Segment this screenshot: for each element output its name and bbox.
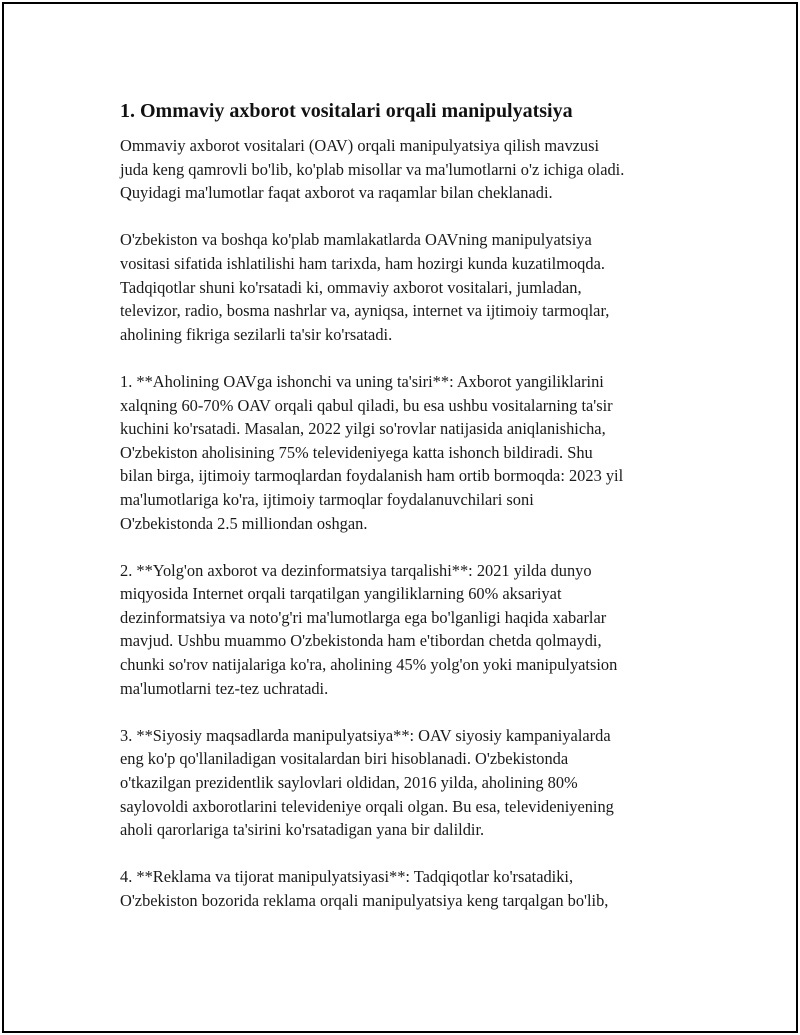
- point-1-paragraph: 1. **Aholining OAVga ishonchi va uning ta'siri**: Axborot yangiliklarini xalqning 60-70% OAV orqali qabul qiladi, bu esa ushbu vositalarning ta'sir kuchini ko'rsatadi. Masalan, 2022 yilgi so'rovlar natijasida aniqlanishicha, O'zbekiston aholisining 75% televideniyega katta ishonch bildiradi. Shu bilan birga, ijtimoiy tarmoqlardan foydalanish ham ortib bormoqda: 2023 yil ma'lumotlariga ko'ra, ijtimoiy tarmoqlar foydalanuvchilari soni O'zbekistonda 2.5 milliondan oshgan.: [120, 371, 624, 533]
- intro-paragraph: Ommaviy axborot vositalari (OAV) orqali manipulyatsiya qilish mavzusi juda keng qamrovli bo'lib, ko'plab misollar va ma'lumotlarni o'z ichiga oladi. Quyidagi ma'lumotlar faqat axborot va raqamlar bilan cheklanadi.: [120, 136, 625, 203]
- point-2-paragraph: 2. **Yolg'on axborot va dezinformatsiya tarqalishi**: 2021 yilda dunyo miqyosida Internet orqali tarqatilgan yangiliklarning 60% aksariyat dezinformatsiya va noto'g'ri ma'lumotlarga ega bo'lganligi haqida xabarlar mavjud. Ushbu muammo O'zbekistonda ham e'tibordan chetda qolmaydi, chunki so'rov natijalariga ko'ra, aholining 45% yolg'on yoki manipulyatsion ma'lumotlarni tez-tez uchratadi.: [120, 560, 618, 698]
- context-paragraph: O'zbekiston va boshqa ko'plab mamlakatlarda OAVning manipulyatsiya vositasi sifatida ishlatilishi ham tarixda, ham hozirgi kunda kuzatilmoqda. Tadqiqotlar shuni ko'rsatadi ki, ommaviy axborot vositalari, jumladan, televizor, radio, bosma nashrlar va, ayniqsa, internet va ijtimoiy tarmoqlar, aholining fikriga sezilarli ta'sir ko'rsatadi.: [120, 230, 610, 344]
- point-4-paragraph: 4. **Reklama va tijorat manipulyatsiyasi**: Tadqiqotlar ko'rsatadiki, O'zbekiston bozorida reklama orqali manipulyatsiya keng tarqalgan bo'lib,: [120, 867, 609, 910]
- document-body: [120, 98, 690, 936]
- section-heading: 1. Ommaviy axborot vositalari orqali manipulyatsiya: [120, 100, 573, 122]
- point-3-paragraph: 3. **Siyosiy maqsadlarda manipulyatsiya**: OAV siyosiy kampaniyalarda eng ko'p qo'llaniladigan vositalardan biri hisoblanadi. O'zbekistonda o'tkazilgan prezidentlik saylovlari oldidan, 2016 yilda, aholining 80% saylovoldi axborotlarini televideniye orqali olgan. Bu esa, televideniyening aholi qarorlariga ta'sirini ko'rsatadigan yana bir dalildir.: [120, 725, 614, 840]
- page-frame: [2, 2, 798, 1033]
